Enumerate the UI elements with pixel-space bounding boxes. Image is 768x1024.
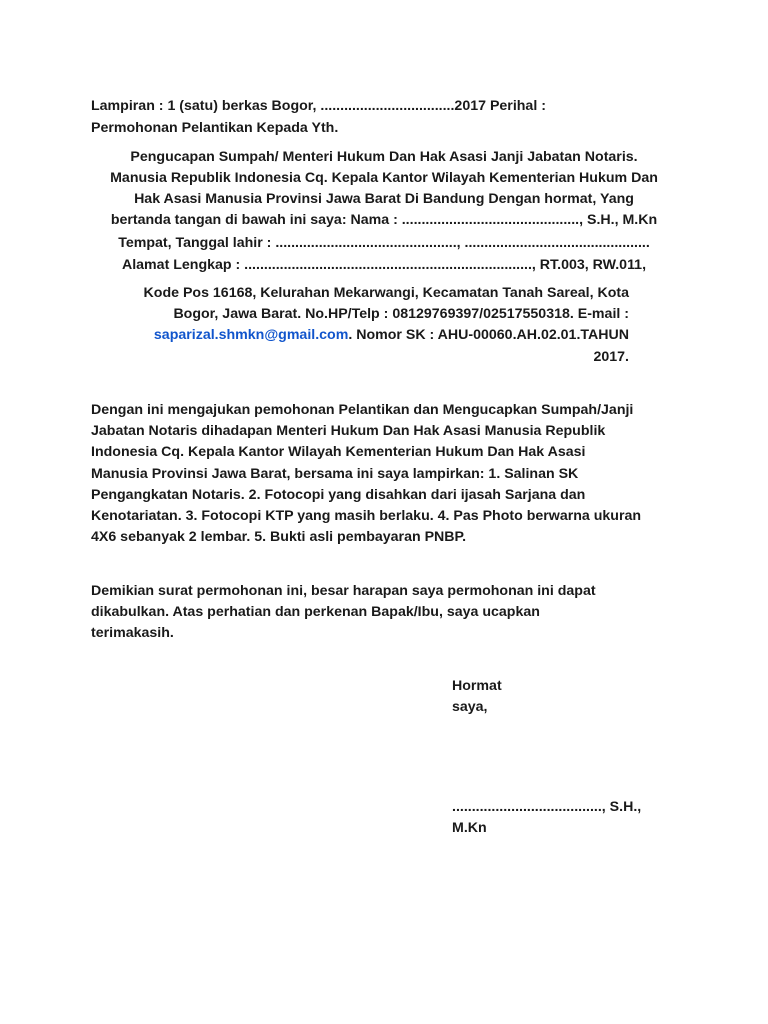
closing-line: Demikian surat permohonan ini, besar harapan saya permohonan ini dapat xyxy=(91,583,596,599)
attachment-subject-line: Lampiran : 1 (satu) berkas Bogor, ..................................2017 Perihal : xyxy=(91,98,546,114)
sk-number: . Nomor SK : AHU-00060.AH.02.01.TAHUN xyxy=(348,327,629,343)
signature-title: M.Kn xyxy=(452,820,487,836)
email-sk-line xyxy=(0,325,629,345)
body-line: Manusia Provinsi Jawa Barat, bersama ini saya lampirkan: 1. Salinan SK xyxy=(91,466,579,482)
body-line: Jabatan Notaris dihadapan Menteri Hukum Dan Hak Asasi Manusia Republik xyxy=(91,423,606,439)
body-line: Dengan ini mengajukan pemohonan Pelantikan dan Mengucapkan Sumpah/Janji xyxy=(91,402,634,418)
identity-name-line: bertanda tangan di bawah ini saya: Nama : ............................................., S.H., M.Kn xyxy=(110,212,658,228)
closing-line: dikabulkan. Atas perhatian dan perkenan Bapak/Ibu, saya ucapkan xyxy=(91,604,540,620)
body-line: Pengangkatan Notaris. 2. Fotocopi yang disahkan dari ijasah Sarjana dan xyxy=(91,487,586,503)
identity-address-line: Alamat Lengkap : ........................................................................., RT.003, RW.011, xyxy=(121,257,647,273)
closing-line: terimakasih. xyxy=(91,625,174,641)
addressee-line: Manusia Republik Indonesia Cq. Kepala Kantor Wilayah Kementerian Hukum Dan xyxy=(110,170,658,186)
postal-address-line: Kode Pos 16168, Kelurahan Mekarwangi, Kecamatan Tanah Sareal, Kota xyxy=(143,285,629,301)
addressee-line: Hak Asasi Manusia Provinsi Jawa Barat Di Bandung Dengan hormat, Yang xyxy=(134,191,634,207)
email-link[interactable]: saparizal.shmkn@gmail.com xyxy=(153,327,349,343)
signature-greeting: Hormat xyxy=(452,678,502,694)
subject-line: Permohonan Pelantikan Kepada Yth. xyxy=(91,120,339,136)
sk-year: 2017. xyxy=(593,349,629,365)
body-line: Indonesia Cq. Kepala Kantor Wilayah Kementerian Hukum Dan Hak Asasi xyxy=(91,444,586,460)
body-line: Kenotariatan. 3. Fotocopi KTP yang masih berlaku. 4. Pas Photo berwarna ukuran xyxy=(91,508,642,524)
phone-line: Bogor, Jawa Barat. No.HP/Telp : 08129769397/02517550318. E-mail : xyxy=(173,306,629,322)
signature-greeting: saya, xyxy=(452,699,488,715)
body-line: 4X6 sebanyak 2 lembar. 5. Bukti asli pembayaran PNBP. xyxy=(91,529,467,545)
signature-name-line: ......................................, S.H., xyxy=(452,799,642,815)
addressee-line: Pengucapan Sumpah/ Menteri Hukum Dan Hak Asasi Janji Jabatan Notaris. xyxy=(130,149,638,165)
identity-birth-line: Tempat, Tanggal lahir : .............................................., ............................................... xyxy=(118,235,650,251)
